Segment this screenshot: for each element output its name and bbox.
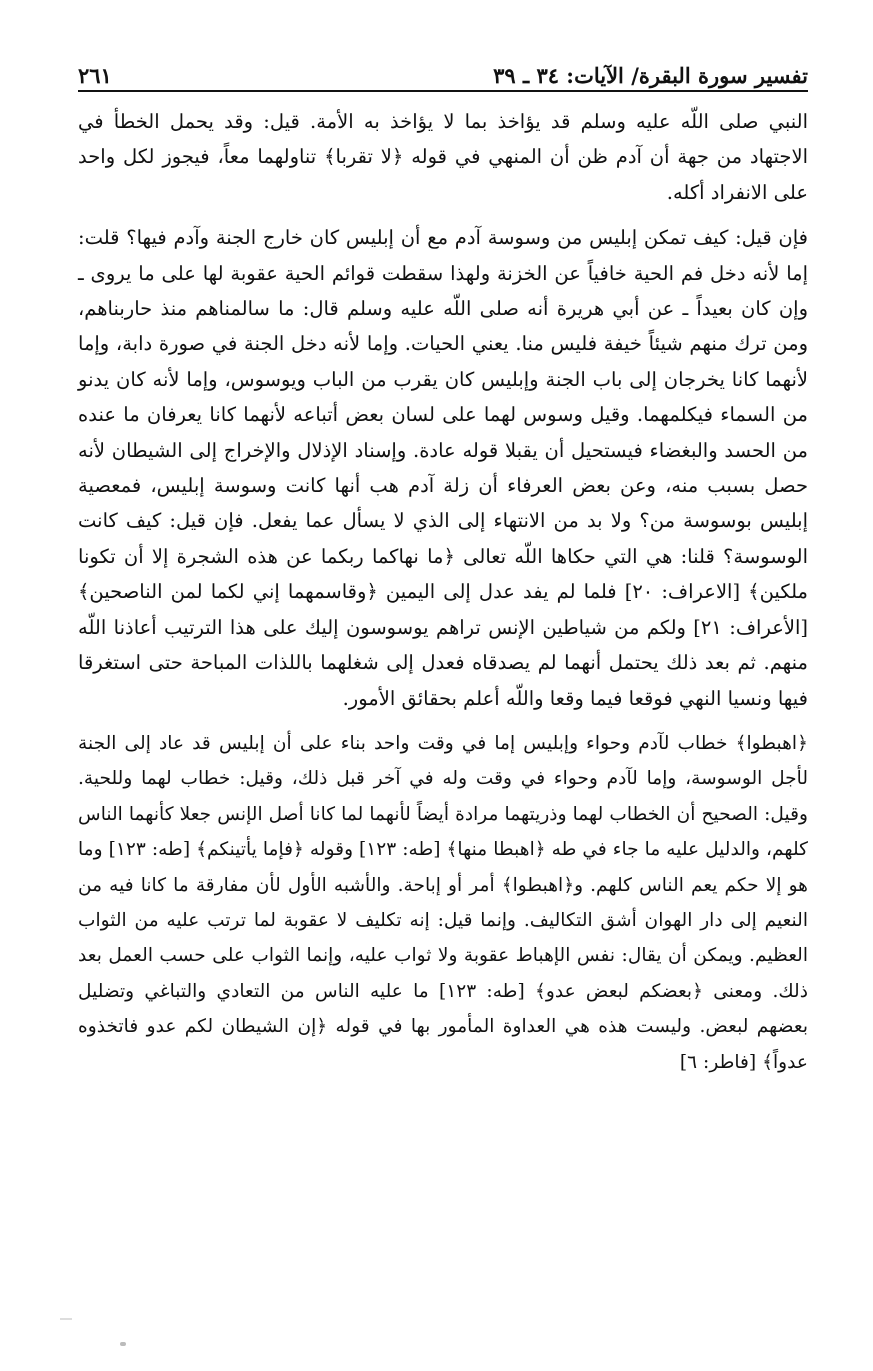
page-body [78,104,808,1080]
paragraph-2: فإن قيل: كيف تمكن إبليس من وسوسة آدم مع أن إبليس كان خارج الجنة وآدم فيها؟ قلت: إما لأنه دخل فم الحية خافياً عن الخزنة ولهذا سقطت قوائم الحية عقوبة لها على ما يروى ـ وإن كان بعيداً ـ عن أبي هريرة أنه صلى اللّه عليه وسلم قال: ما سالمناهم منذ حاربناهم، ومن ترك منهم شيئاً خيفة فليس منا. يعني الحيات. وإما لأنه دخل الجنة في صورة دابة، وإما لأنهما كانا يخرجان إلى باب الجنة وإبليس كان يقرب من الباب ويوسوس، وإما لأنه كان يدنو من السماء فيكلمهما. وقيل وسوس لهما على لسان بعض أتباعه لأنهما كانا يعرفان ما عنده من الحسد والبغضاء فيستحيل أن يقبلا قوله عادة. وإسناد الإذلال والإخراج إلى الشيطان لأنه حصل بسبب منه، وعن بعض العرفاء أن زلة آدم هب أنها كانت وسوسة إبليس، فمعصية إبليس بوسوسة من؟ ولا بد من الانتهاء إلى الذي لا يسأل عما يفعل. فإن قيل: كيف كانت الوسوسة؟ قلنا: هي التي حكاها اللّه تعالى ﴿ما نهاكما ربكما عن هذه الشجرة إلا أن تكونا ملكين﴾ [الاعراف: ٢٠] فلما لم يفد عدل إلى اليمين ﴿وقاسمهما إني لكما لمن الناصحين﴾ [الأعراف: ٢١] ولكم من شياطين الإنس تراهم يوسوسون إليك على هذا الترتيب أعاذنا اللّه منهم. ثم بعد ذلك يحتمل أنهما لم يصدقاه فعدل إلى شغلهما باللذات المباحة حتى استغرقا فيها ونسيا النهي فوقعا فيما وقعا واللّه أعلم بحقائق الأمور. [78,226,808,710]
book-page [78,50,808,1080]
page-number: ٢٦١ [78,63,112,88]
running-header [78,50,808,92]
header-title: تفسير سورة البقرة/ الآيات: ٣٤ ـ ٣٩ [493,63,808,88]
paragraph-3: ﴿اهبطوا﴾ خطاب لآدم وحواء وإبليس إما في وقت واحد بناء على أن إبليس قد عاد إلى الجنة لأجل الوسوسة، وإما لآدم وحواء في وقت وله في آخر قبل ذلك، وقيل: خطاب لهما وللحية. وقيل: الصحيح أن الخطاب لهما وذريتهما مرادة أيضاً لأنهما لما كانا أصل الإنس جعلا كأنهما الناس كلهم، والدليل عليه ما جاء في طه ﴿اهبطا منها﴾ [طه: ١٢٣] وقوله ﴿فإما يأتينكم﴾ [طه: ١٢٣] وما هو إلا حكم يعم الناس كلهم. و﴿اهبطوا﴾ أمر أو إباحة. والأشبه الأول لأن مفارقة ما كانا فيه من النعيم إلى دار الهوان أشق التكاليف. وإنما قيل: إنه تكليف لا عقوبة لما ترتب عليه من الثواب العظيم. ويمكن أن يقال: نفس الإهباط عقوبة ولا ثواب عليه، وإنما الثواب على حسب العمل بعد ذلك. ومعنى ﴿بعضكم لبعض عدو﴾ [طه: ١٢٣] ما عليه الناس من التعادي والتباغي وتضليل بعضهم لبعض. وليست هذه هي العداوة المأمور بها في قوله ﴿إن الشيطان لكم عدو فاتخذوه عدواً﴾ [فاطر: ٦] [78,732,808,1073]
scan-speck [60,1318,72,1320]
scan-speck [120,1342,126,1346]
paragraph-1: النبي صلى اللّه عليه وسلم قد يؤاخذ بما لا يؤاخذ به الأمة. قيل: وقد يحمل الخطأ في الاجتهاد من جهة أن آدم ظن أن المنهي في قوله ﴿لا تقربا﴾ تناولهما معاً، فيجوز لكل واحد على الانفراد أكله. [78,110,808,204]
